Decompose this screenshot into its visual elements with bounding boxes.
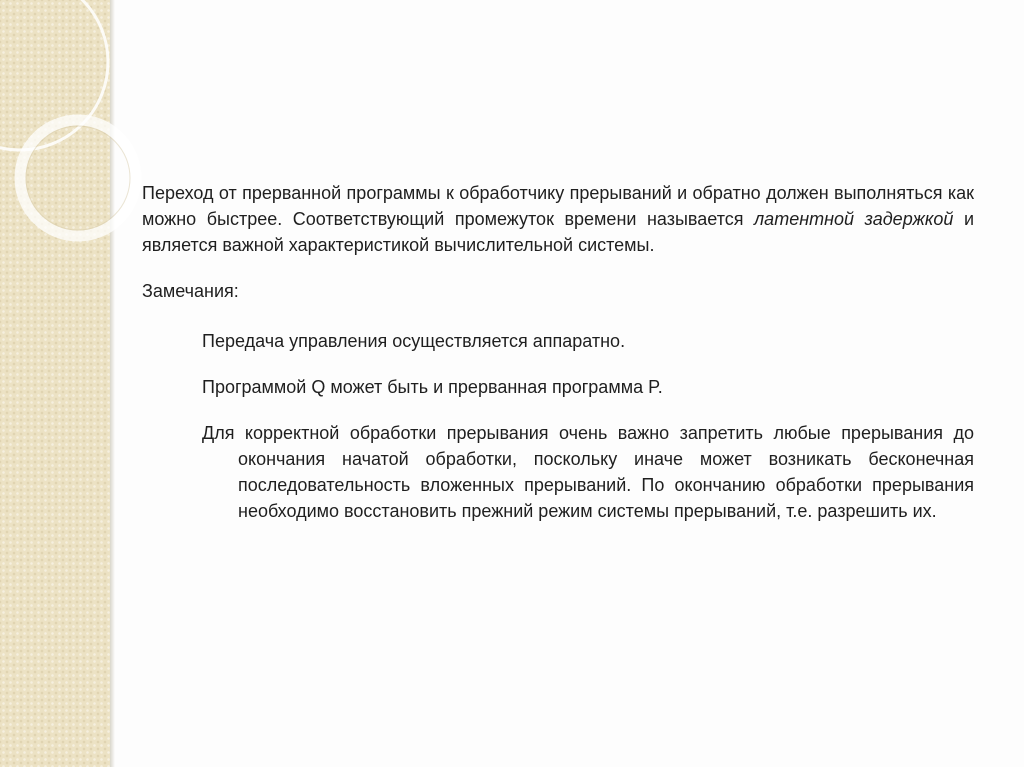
main-paragraph-text-1: Переход от прерванной программы к обработчику прерываний и обратно должен выполняться как можно быстрее. Соответствующий промежуток времени называется <box>142 183 974 229</box>
remark-item-3: Для корректной обработки прерывания очень важно запретить любые прерывания до окончания начатой обработки, поскольку иначе может возникать бесконечная последовательность вложенных прерываний. По окончанию обработки прерывания необходимо восстановить прежний режим системы прерываний, т.е. разрешить их. <box>202 423 974 521</box>
decorative-left-band <box>0 0 110 767</box>
remark-item-2: Программой Q может быть и прерванная программа P. <box>202 377 663 397</box>
remarks-heading: Замечания: <box>142 281 239 301</box>
band-shadow-edge <box>110 0 115 767</box>
main-paragraph-text-2: и является важной характеристикой вычислительной системы. <box>142 209 975 255</box>
main-paragraph-emphasis: латентной задержкой <box>754 209 954 229</box>
remark-item-1: Передача управления осуществляется аппаратно. <box>202 331 626 351</box>
main-paragraph <box>142 180 974 258</box>
slide-content <box>142 180 974 524</box>
